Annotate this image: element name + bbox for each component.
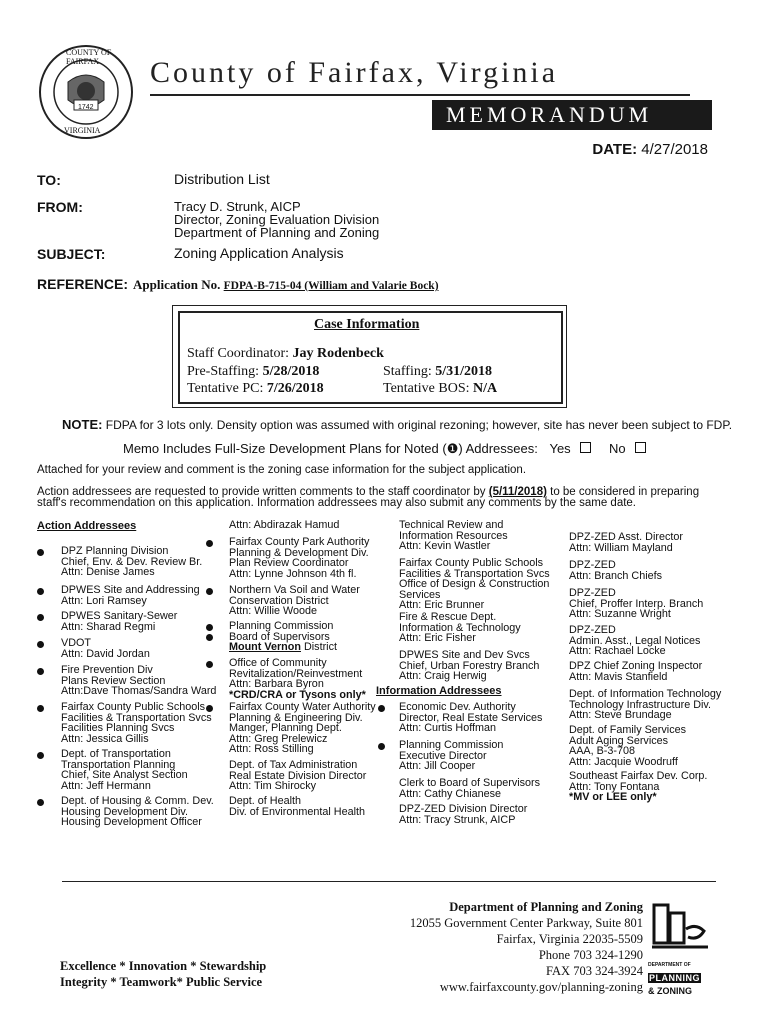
comment-deadline: (5/11/2018) <box>488 486 547 498</box>
from-line: Department of Planning and Zoning <box>174 225 380 240</box>
addressee-line: Real Estate Division Director <box>229 769 367 782</box>
addressee <box>399 778 540 799</box>
addressee-line: Attn: Eric Fisher <box>399 632 476 645</box>
addressee-line: Attn: Kevin Wastler <box>399 540 491 553</box>
application-number: FDPA-B-715-04 (William and Valarie Bock) <box>223 280 439 292</box>
addressee <box>399 612 521 644</box>
addressee-line: Board of Supervisors <box>229 630 330 643</box>
addressee-line: Conservation District <box>229 594 329 607</box>
plans-bullet-icon <box>37 588 44 595</box>
action-addressees-heading: Action Addressees <box>37 520 137 532</box>
addressee <box>61 749 188 791</box>
addressee <box>399 740 503 772</box>
reference-value <box>133 277 439 293</box>
addressee <box>229 621 337 653</box>
plans-bullet-icon <box>37 799 44 806</box>
memo-includes-text: Memo Includes Full-Size Development Plans for Noted (❶) Addressees: <box>123 441 538 456</box>
addressee <box>399 520 508 552</box>
dept-name: Department of Planning and Zoning <box>449 900 643 914</box>
logo-zoning: & ZONING <box>648 986 692 996</box>
addressee <box>569 661 702 682</box>
addressee-line: Attn: Branch Chiefs <box>569 569 663 582</box>
addressee-line: Attn: Eric Brunner <box>399 599 485 612</box>
addressee-line: Dept. of Tax Administration <box>229 759 358 771</box>
addressee-line: Economic Dev. Authority <box>399 701 516 713</box>
plans-bullet-icon <box>37 752 44 759</box>
addressee <box>399 650 539 682</box>
addressee-line: District <box>300 641 337 654</box>
bos-label: Tentative BOS: <box>383 381 470 396</box>
addressee-line: DPZ-ZED Division Director <box>399 803 528 815</box>
addressee-line: Attn: Tracy Strunk, AICP <box>399 813 516 826</box>
addressee-line: Dept. of Transportation <box>61 748 171 760</box>
motto <box>60 958 266 990</box>
addressee-line: Services <box>399 588 441 601</box>
to-label: TO: <box>37 172 61 188</box>
plans-bullet-icon <box>206 588 213 595</box>
addressee <box>61 665 216 697</box>
addressee-line: Dept. of Housing & Comm. Dev. <box>61 795 214 807</box>
addressee-line: DPZ Planning Division <box>61 545 169 557</box>
addressee-line: Dept. of Family Services <box>569 724 686 736</box>
to-value: Distribution List <box>174 171 270 187</box>
addressee-line: Planning Commission <box>229 620 334 632</box>
logo-planning: PLANNING <box>649 973 700 983</box>
addressee-line: DPWES Sanitary-Sewer <box>61 610 178 622</box>
plans-bullet-icon <box>37 614 44 621</box>
addressee-line: Attn: Jeff Hermann <box>61 779 151 792</box>
addressee <box>569 725 686 767</box>
addressee <box>61 796 214 828</box>
plans-bullet-icon <box>378 743 385 750</box>
addressee-line: Div. of Environmental Health <box>229 805 366 818</box>
addressee-line: Adult Aging Services <box>569 734 669 747</box>
addressee-line: Fire Prevention Div <box>61 664 153 676</box>
prestaffing-label: Pre-Staffing: <box>187 364 260 379</box>
fax: FAX 703 324-3924 <box>546 964 643 978</box>
seal-bottom-text: VIRGINIA <box>64 126 101 135</box>
addressee <box>569 560 662 581</box>
from-label: FROM: <box>37 199 83 215</box>
addressee-line: Planning Commission <box>399 739 504 751</box>
addressee <box>229 585 360 617</box>
staffing-label: Staffing: <box>383 364 432 379</box>
addressee-line: Technology Infrastructure Div. <box>569 698 712 711</box>
no-checkbox[interactable] <box>635 442 646 453</box>
addressee <box>569 588 703 620</box>
addressee-line: Office of Design & Construction <box>399 578 550 591</box>
addressee-line: Plans Review Section <box>61 674 166 687</box>
staffing-value: 5/31/2018 <box>435 364 493 379</box>
title-rule <box>150 94 690 96</box>
addressee-line: Attn: Mavis Stanfield <box>569 670 668 683</box>
addressee-line: Information Resources <box>399 529 508 542</box>
phone: Phone 703 324-1290 <box>538 948 643 962</box>
addressee-line: Office of Community <box>229 657 327 669</box>
yes-checkbox[interactable] <box>580 442 591 453</box>
addressee-line: Information & Technology <box>399 621 521 634</box>
date-label: DATE: <box>592 141 638 158</box>
addressee <box>569 532 683 553</box>
coordinator-value: Jay Rodenbeck <box>292 346 384 361</box>
addressee-line: *CRD/CRA or Tysons only* <box>229 688 366 701</box>
addressee-line: Attn: Jill Cooper <box>399 760 476 773</box>
coordinator-label: Staff Coordinator: <box>187 346 290 361</box>
addressee-line: Executive Director <box>399 749 487 762</box>
seal-year: 1742 <box>78 104 94 111</box>
from-line: Tracy D. Strunk, AICP <box>174 199 301 214</box>
addressee-line: Attn: Curtis Hoffman <box>399 722 497 735</box>
addressee-line: Attn: Tony Fontana <box>569 780 660 793</box>
county-title: County of Fairfax, Virginia <box>150 56 559 89</box>
from-lines <box>174 200 379 239</box>
addressee-line: Manger, Planning Dept. <box>229 722 342 735</box>
addressee-line: DPZ-ZED <box>569 587 616 599</box>
plans-bullet-icon <box>37 549 44 556</box>
date-line <box>592 141 708 158</box>
action-text <box>37 487 699 509</box>
addressee-line: VDOT <box>61 637 91 649</box>
motto-line: Integrity * Teamwork* Public Service <box>60 975 263 989</box>
addressee <box>229 702 376 755</box>
addressee <box>399 558 550 611</box>
pc-value: 7/26/2018 <box>266 381 324 396</box>
from-line: Director, Zoning Evaluation Division <box>174 212 380 227</box>
reference-label: REFERENCE: <box>37 276 129 292</box>
pre-staffing <box>187 364 319 380</box>
addressee-line: Attn: Suzanne Wright <box>569 608 671 621</box>
addressee-line: Chief, Proffer Interp. Branch <box>569 597 704 610</box>
addressee <box>399 702 542 734</box>
plans-bullet-icon <box>37 641 44 648</box>
addressee-line: Dept. of Information Technology <box>569 688 722 700</box>
addressee-line: DPZ Chief Zoning Inspector <box>569 660 703 672</box>
addressee <box>229 760 366 792</box>
addressee-line: Facilities & Transportation Svcs <box>399 567 550 580</box>
addressee-line: Attn: Abdirazak Hamud <box>229 519 340 531</box>
addressee <box>61 638 150 659</box>
addressee-line: Attn: Sharad Regmi <box>61 620 156 633</box>
addressee-line: Fairfax County Park Authority <box>229 536 370 548</box>
district-name: Mount Vernon <box>229 641 301 654</box>
addressee-line: Housing Development Div. <box>61 805 189 818</box>
addressee-line: Fairfax County Public Schools <box>399 557 544 569</box>
addressee-line: Attn: Ross Stilling <box>229 743 314 756</box>
plans-bullet-icon <box>206 661 213 668</box>
addressee-line: Southeast Fairfax Dev. Corp. <box>569 770 708 782</box>
attached-text: Attached for your review and comment is the zoning case information for the subject application. <box>37 464 527 476</box>
case-info-title: Case Information <box>314 317 420 332</box>
addressee-line: DPWES Site and Addressing <box>61 584 200 596</box>
addressee-line: Attn: Lynne Johnson 4th fl. <box>229 567 357 580</box>
website[interactable]: www.fairfaxcounty.gov/planning-zoning <box>439 980 643 994</box>
addressee-line: Attn: Lori Ramsey <box>61 594 147 607</box>
addressee-line: Clerk to Board of Supervisors <box>399 777 541 789</box>
addressee-line: Facilities Planning Svcs <box>61 722 175 735</box>
addressee-line: Admin. Asst., Legal Notices <box>569 634 701 647</box>
addressee-line: Chief, Site Analyst Section <box>61 769 188 782</box>
pc-label: Tentative PC: <box>187 381 264 396</box>
date-value: 4/27/2018 <box>641 141 708 158</box>
addressee-line: DPZ-ZED <box>569 624 616 636</box>
note-label: NOTE: <box>62 417 103 432</box>
plans-bullet-icon <box>37 705 44 712</box>
note-text: FDPA for 3 lots only. Density option was assumed with original rezoning; however, site has never been subject to FDP. <box>105 418 733 432</box>
addressee-line: Facilities & Transportation Svcs <box>61 711 212 724</box>
addressee-line: Attn: Tim Shirocky <box>229 780 316 793</box>
yes-label: Yes <box>549 441 571 456</box>
addressee-line: Attn: Greg Prelewicz <box>229 732 328 745</box>
addressee-line: Director, Real Estate Services <box>399 711 543 724</box>
addressee-line: Attn: Steve Brundage <box>569 709 672 722</box>
memorandum-banner: MEMORANDUM <box>432 100 712 130</box>
addressee-line: AAA, B-3-708 <box>569 745 636 758</box>
addressee-line: Chief, Urban Forestry Branch <box>399 659 540 672</box>
addressee-line: DPZ-ZED Asst. Director <box>569 531 683 543</box>
logo-small-text: DEPARTMENT OF <box>648 962 691 968</box>
plans-bullet-icon <box>206 540 213 547</box>
note <box>62 417 732 432</box>
addressee <box>229 537 369 579</box>
addressee-line: Dept. of Health <box>229 795 302 807</box>
addressee-line: Attn: William Mayland <box>569 541 673 554</box>
addressee <box>569 689 721 721</box>
action-text-part1: Action addressees are requested to provide written comments to the staff coordinator by <box>37 486 486 498</box>
staff-coordinator <box>187 346 384 362</box>
addressee-line: *MV or LEE only* <box>569 791 657 804</box>
addressee <box>61 702 212 744</box>
plans-bullet-icon <box>37 668 44 675</box>
plans-bullet-icon <box>206 624 213 631</box>
memo-includes <box>123 441 646 457</box>
subject-value: Zoning Application Analysis <box>174 245 344 261</box>
addressee-line: Transportation Planning <box>61 758 176 771</box>
addressee-line: Housing Development Officer <box>61 816 202 829</box>
addressee-line: DPWES Site and Dev Svcs <box>399 649 530 661</box>
addressee-line: Planning & Engineering Div. <box>229 711 363 724</box>
addressee <box>229 796 365 817</box>
addressee-line: Attn:Dave Thomas/Sandra Ward <box>61 685 217 698</box>
addressee-line: Revitalization/Reinvestment <box>229 667 363 680</box>
addressee <box>61 585 200 606</box>
motto-line: Excellence * Innovation * Stewardship <box>60 959 267 973</box>
subject-label: SUBJECT: <box>37 246 106 262</box>
prestaffing-value: 5/28/2018 <box>262 364 320 379</box>
address-line: 12055 Government Center Parkway, Suite 801 <box>409 916 643 930</box>
addressee <box>61 611 177 632</box>
addressee-line: Northern Va Soil and Water <box>229 584 360 596</box>
addressee-line: Fairfax County Public Schools <box>61 701 206 713</box>
addressee-line: Plan Review Coordinator <box>229 557 349 570</box>
plans-bullet-icon <box>206 634 213 641</box>
addressee <box>229 520 339 531</box>
staffing <box>383 364 492 380</box>
dept-address <box>410 899 643 995</box>
addressee-line: Attn: David Jordan <box>61 647 150 660</box>
addressee <box>61 546 202 578</box>
action-text-part2: to be considered in preparing <box>550 486 700 498</box>
action-text-line2: staff's recommendation on this application. Information addressees may also submit any comments by the same date. <box>37 497 637 509</box>
information-addressees-heading: Information Addressees <box>376 685 502 697</box>
addressee-line: Attn: Denise James <box>61 566 155 579</box>
addressee-line: Chief, Env. & Dev. Review Br. <box>61 555 203 568</box>
addressee-line: Attn: Jessica Gillis <box>61 732 149 745</box>
addressee <box>569 625 700 657</box>
seal-top-text: COUNTY OF FAIRFAX <box>66 48 112 66</box>
addressee-line: Attn: Jacquie Woodruff <box>569 755 678 768</box>
no-label: No <box>608 441 626 456</box>
addressee-line: Attn: Barbara Byron <box>229 678 324 691</box>
addressee-line: Planning & Development Div. <box>229 546 369 559</box>
addressee <box>569 771 707 803</box>
plans-bullet-icon <box>206 705 213 712</box>
tentative-pc <box>187 381 324 397</box>
addressee-line: Fire & Rescue Dept. <box>399 611 497 623</box>
bos-value: N/A <box>473 381 498 396</box>
addressee-line: Attn: Rachael Locke <box>569 645 666 658</box>
footer-rule <box>62 881 716 882</box>
addressee-line: Fairfax County Water Authority <box>229 701 376 713</box>
addressee-line: Attn: Cathy Chianese <box>399 787 502 800</box>
addressee <box>399 804 527 825</box>
address-line: Fairfax, Virginia 22035-5509 <box>496 932 643 946</box>
addressee-line: DPZ-ZED <box>569 559 616 571</box>
addressee-line: Technical Review and <box>399 519 504 531</box>
tentative-bos <box>383 381 497 397</box>
addressee-line: Attn: Craig Herwig <box>399 670 487 683</box>
reference-prefix: Application No. <box>133 277 221 292</box>
plans-bullet-icon <box>378 705 385 712</box>
county-seal <box>38 44 134 140</box>
addressee-line: Attn: Willie Woode <box>229 605 318 618</box>
dpz-logo <box>648 899 712 996</box>
building-icon <box>648 899 712 957</box>
addressee <box>229 658 366 700</box>
